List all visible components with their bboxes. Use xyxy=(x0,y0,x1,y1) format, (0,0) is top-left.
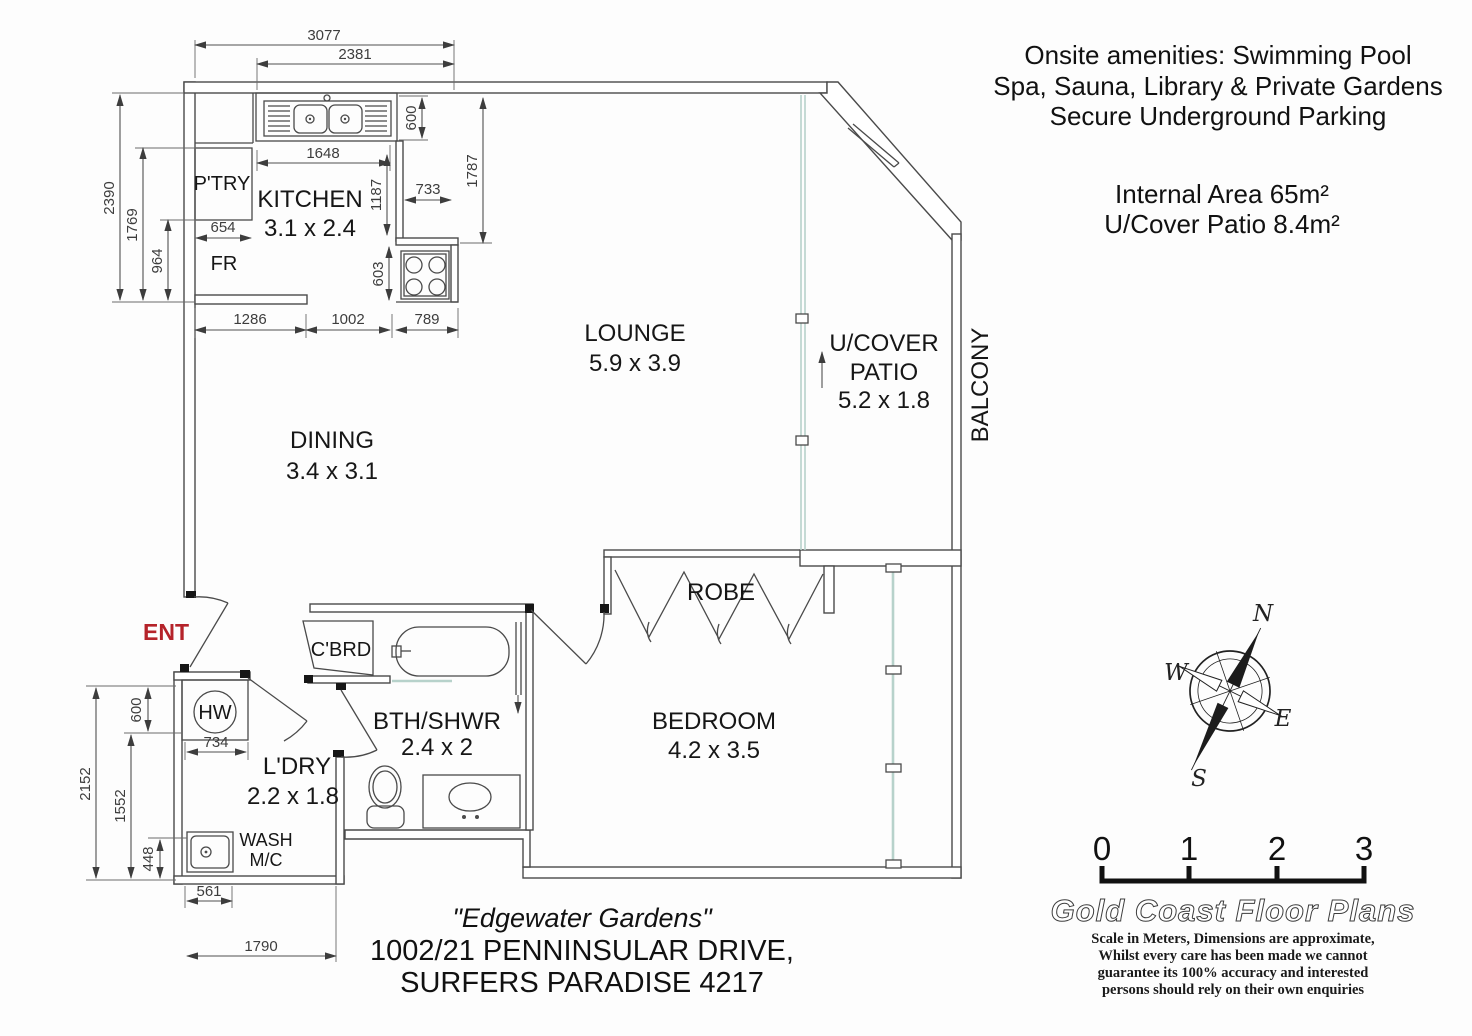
dim-1648: 1648 xyxy=(306,145,340,162)
wall-below-cupboard xyxy=(308,676,390,683)
dim-1187: 1187 xyxy=(368,178,385,212)
room-size-dining: 3.4 x 3.1 xyxy=(285,458,379,485)
room-label-patio-1: U/COVER xyxy=(829,330,939,357)
wall-laundry-left xyxy=(174,672,182,884)
room-label-dining: DINING xyxy=(290,427,374,454)
branding xyxy=(1051,893,1416,998)
window-mullion xyxy=(886,564,901,572)
room-size-bath: 2.4 x 2 xyxy=(400,734,474,761)
dim-654: 654 xyxy=(210,219,236,236)
wall-kitchen-jut xyxy=(396,238,458,245)
room-label-bath: BTH/SHWR xyxy=(373,708,501,735)
dim-1286: 1286 xyxy=(233,311,267,328)
room-label-robe: ROBE xyxy=(686,579,756,606)
room-label-patio-2: PATIO xyxy=(849,359,919,386)
wall-lounge-robe xyxy=(604,550,802,557)
disclaimer-line-4: persons should rely on their own enquiries xyxy=(1101,982,1365,998)
room-label-lounge: LOUNGE xyxy=(584,320,686,347)
amenities-line-1: Onsite amenities: Swimming Pool xyxy=(1024,40,1412,70)
dim-1002: 1002 xyxy=(331,311,365,328)
disclaimer-line-2: Whilst every care has been made we cannot xyxy=(1098,948,1368,964)
wall-left-exterior xyxy=(184,82,195,597)
label-entry: ENT xyxy=(143,619,189,645)
room-label-pantry: P'TRY xyxy=(193,173,251,195)
window-mullion xyxy=(886,860,901,868)
wall-diagonal-exterior xyxy=(820,82,961,240)
window-mullion xyxy=(886,764,901,772)
wall-top-exterior xyxy=(184,82,827,93)
dim-600-sink: 600 xyxy=(403,105,420,131)
wall-bath-top xyxy=(310,604,533,612)
wall-kitchen-lower-right xyxy=(451,245,458,302)
room-label-fridge: FR xyxy=(210,253,238,275)
room-size-bedroom: 4.2 x 3.5 xyxy=(667,737,761,764)
amenities-line-2: Spa, Sauna, Library & Private Gardens xyxy=(993,71,1443,101)
slider-notch xyxy=(796,314,808,323)
address-suburb: SURFERS PARADISE 4217 xyxy=(400,967,764,999)
entry-door xyxy=(190,597,228,667)
address xyxy=(370,903,794,999)
room-size-lounge: 5.9 x 3.9 xyxy=(588,350,682,377)
room-size-patio: 5.2 x 1.8 xyxy=(837,387,931,414)
dim-1769: 1769 xyxy=(124,208,141,242)
dim-733: 733 xyxy=(415,181,441,198)
scale-bar xyxy=(1093,830,1373,881)
wall-bottom-bedroom xyxy=(523,867,961,878)
compass-rose-icon xyxy=(1139,601,1313,796)
stove-icon xyxy=(396,251,458,302)
amenities-note xyxy=(993,40,1442,239)
dim-448: 448 xyxy=(140,846,157,872)
kitchen-sink-icon xyxy=(264,95,391,136)
wall-bottom-bath xyxy=(345,830,530,867)
compass-west: W xyxy=(1164,660,1188,686)
room-label-kitchen: KITCHEN xyxy=(257,186,363,213)
window-mullion xyxy=(886,666,901,674)
room-size-kitchen: 3.1 x 2.4 xyxy=(263,215,357,242)
wall-laundry-top xyxy=(174,672,250,680)
dim-2381: 2381 xyxy=(338,46,372,63)
room-label-cupboard: C'BRD xyxy=(310,639,372,661)
room-labels xyxy=(143,173,994,870)
scale-3: 3 xyxy=(1354,830,1374,867)
dim-561: 561 xyxy=(196,883,222,900)
logo-text: Gold Coast Floor Plans xyxy=(1050,893,1416,928)
compass-east: E xyxy=(1274,706,1292,732)
room-label-balcony: BALCONY xyxy=(967,327,994,443)
dim-789: 789 xyxy=(414,311,440,328)
bathtub-icon xyxy=(392,627,509,676)
room-label-bedroom: BEDROOM xyxy=(651,708,777,735)
bedroom-door xyxy=(531,610,604,664)
washing-machine-icon xyxy=(187,832,233,872)
address-building: "Edgewater Gardens" xyxy=(452,903,712,933)
wall-kitchen-peninsula xyxy=(195,295,307,304)
disclaimer-line-3: guarantee its 100% accuracy and interested xyxy=(1097,965,1369,981)
room-label-laundry: L'DRY xyxy=(262,753,332,780)
scale-1: 1 xyxy=(1179,830,1199,867)
shower-screen xyxy=(516,622,521,713)
wall-laundry-right xyxy=(336,757,344,884)
label-washer-2: M/C xyxy=(249,850,283,870)
scale-2: 2 xyxy=(1267,830,1287,867)
hall-door xyxy=(248,678,307,741)
dimension-lines xyxy=(86,40,492,962)
dim-1790: 1790 xyxy=(244,938,278,955)
wall-kitchen-right xyxy=(396,141,403,241)
dim-600-hw: 600 xyxy=(128,697,145,723)
bath-door xyxy=(341,690,377,757)
dim-2390: 2390 xyxy=(101,181,118,215)
compass-south: S xyxy=(1191,766,1207,792)
label-washer-1: WASH xyxy=(239,830,293,850)
dim-2152: 2152 xyxy=(77,767,94,801)
area-patio: U/Cover Patio 8.4m² xyxy=(1104,209,1340,239)
dim-964: 964 xyxy=(149,248,166,274)
vanity-icon xyxy=(423,775,520,828)
dim-734: 734 xyxy=(203,734,229,751)
dimension-labels xyxy=(77,27,481,955)
wall-robe-right-panel xyxy=(824,566,834,613)
area-internal: Internal Area 65m² xyxy=(1115,179,1329,209)
room-size-laundry: 2.2 x 1.8 xyxy=(246,783,340,810)
wall-bath-right xyxy=(526,612,533,830)
compass-north: N xyxy=(1252,601,1274,627)
dim-3077: 3077 xyxy=(307,27,341,44)
toilet-icon xyxy=(367,766,404,828)
label-hot-water: HW xyxy=(198,702,232,724)
wall-patio-bottom xyxy=(800,550,961,566)
disclaimer-line-1: Scale in Meters, Dimensions are approximate, xyxy=(1091,931,1375,947)
address-street: 1002/21 PENNINSULAR DRIVE, xyxy=(370,935,794,967)
dim-603: 603 xyxy=(370,261,387,287)
scale-0: 0 xyxy=(1092,830,1112,867)
dim-1552: 1552 xyxy=(112,789,129,823)
robe-hooks xyxy=(647,622,791,644)
amenities-line-3: Secure Underground Parking xyxy=(1049,101,1387,131)
dim-1787: 1787 xyxy=(464,154,481,188)
corner-cupboard xyxy=(195,93,253,143)
slider-notch xyxy=(796,436,808,445)
